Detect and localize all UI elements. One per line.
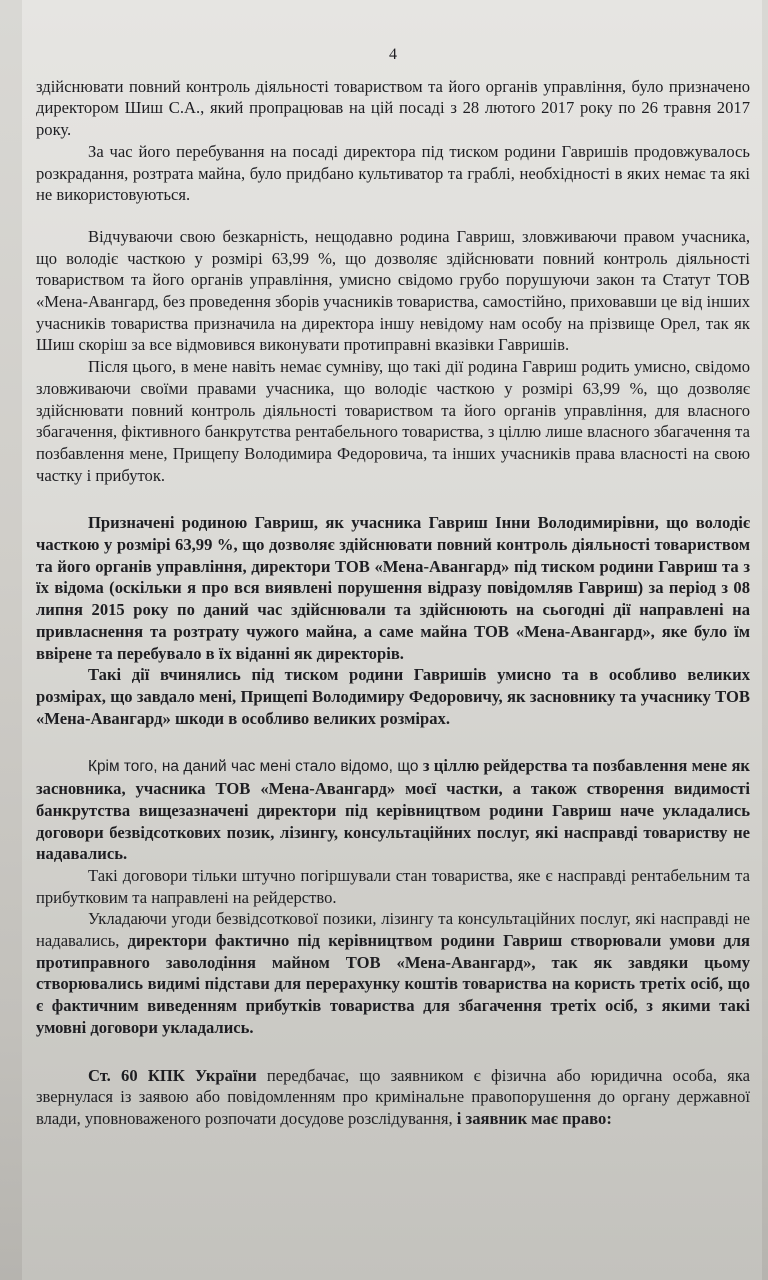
paragraph-7: [36, 755, 750, 865]
document-page: [22, 0, 762, 1280]
paragraph-3: Відчуваючи свою безкарність, нещодавно родина Гавриш, зловживаючи правом учасника, що володіє часткою у розмірі 63,99 %, що дозволяє здійснювати повний контроль діяльності товариством та його органів управління, умисно свідомо грубо порушуючи закон та Статут ТОВ «Мена-Авангард, без проведення зборів учасників товариства, самостійно, приховавши це від інших учасників товариства призначила на директора іншу невідому нам особу на прізвище Орел, так як Шиш скоріш за все відмовився виконувати протиправні вказівки Гавришів.: [36, 226, 750, 355]
paragraph-1: здійснювати повний контроль діяльності товариством та його органів управління, було призначено директором Шиш С.А., який пропрацював на цій посаді з 28 лютого 2017 року по 26 травня 2017 року.: [36, 76, 750, 140]
paragraph-9-lead: Укладаючи угоди безвідсоткової позики, лізингу та консультаційних послуг, які насправді не надавались,: [36, 909, 750, 951]
document-body: [36, 44, 750, 1130]
paragraph-5: Призначені родиною Гавриш, як учасника Гавриш Інни Володимирівни, що володіє часткою у розмірі 63,99 %, що дозволяє здійснювати повний контроль діяльності товариством та його органів управління, директори ТОВ «Мена-Авангард» під тиском родини Гавриш та з їх відома (оскільки я про вся виявлені порушення відразу повідомляв Гавриш) за період з 08 липня 2015 року по даний час здійснювали та здійснюють на сьогодні дії направлені на привласнення та розтрату чужого майна, а саме майна ТОВ «Мена-Авангард», яке було їм ввірене та перебувало в їх віданні як директорів.: [36, 513, 750, 663]
paragraph-10-bold: і заявник має право:: [456, 1108, 612, 1128]
paragraph-10-text: передбачає, що заявником є фізична або юридична особа, яка звернулася із заявою або повідомленням про кримінальне правопорушення до органу державної влади, уповноваженого розпочати досудове розслідування,: [36, 1065, 750, 1128]
paragraph-6: Такі дії вчинялись під тиском родини Гавришів умисно та в особливо великих розмірах, що завдало мені, Прищепі Володимиру Федоровичу, як засновнику та учаснику ТОВ «Мена-Авангард» шкоди в особливо великих розмірах.: [36, 665, 750, 728]
paragraph-8: Такі договори тільки штучно погіршували стан товариства, яке є насправді рентабельним та прибутковим та направлені на рейдерство.: [36, 865, 750, 907]
paragraph-10: [36, 1065, 750, 1130]
paragraph-10-article: Ст. 60 КПК України: [88, 1065, 257, 1085]
paragraph-9: [36, 908, 750, 1038]
paragraph-4: Після цього, в мене навіть немає сумніву, що такі дії родина Гавриш родить умисно, свідомо зловживаючи своїми правами учасника, що володіє часткою у розмірі 63,99 %, що дозволяє здійснювати повний контроль діяльності товариством та його органів управління, для власного збагачення, фіктивного банкрутства рентабельного товариства, з ціллю лише власного збагачення та позбавлення мене, Прищепу Володимира Федоровича, та інших учасників права власності на свою частку і прибуток.: [36, 357, 750, 485]
page-number: 4: [389, 46, 397, 63]
paragraph-9-bold: директори фактично під керівництвом родини Гавриш створювали умови для протиправного заволодіння майном ТОВ «Мена-Авангард», так як завдяки цьому створювались видимі підстави для перерахунку коштів товариства на користь третіх осіб, що є фактичним виведенням прибутків товариства для збагачення третіх осіб, з якими такі умовні договори укладались.: [36, 931, 750, 1037]
paragraph-2: За час його перебування на посаді директора під тиском родини Гавришів продовжувалось розкрадання, розтрата майна, було придбано культиватор та граблі, необхідності в яких немає та які не використовуються.: [36, 141, 750, 205]
paragraph-7-bold: з ціллю рейдерства та позбавлення мене як засновника, учасника ТОВ «Мена-Авангард» моєї частки, а також створення видимості банкрутства вищезазначені директори під керівництвом родини Гавриш наче укладались договори безвідсоткових позик, лізингу, консультаційних послуг, які насправді товариству не надавались.: [36, 756, 750, 864]
paragraph-7-lead: Крім того, на даний час мені стало відомо, що: [88, 758, 423, 776]
